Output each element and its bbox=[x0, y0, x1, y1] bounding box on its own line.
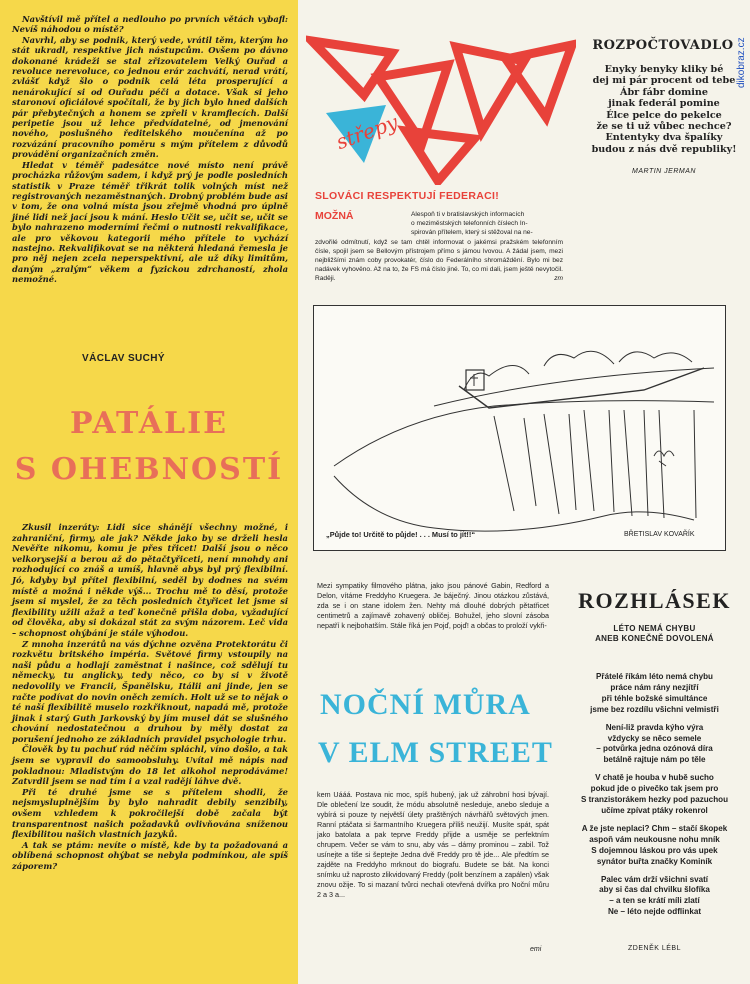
rozpoctovadlo-author: MARTIN JERMAN bbox=[632, 168, 696, 175]
text-line: o meziměstských telefonních číslech In- bbox=[411, 220, 528, 228]
poem-line: dej mi pár procent od tebe bbox=[592, 75, 736, 87]
nocni-author: emi bbox=[530, 946, 542, 953]
paragraph: Člověk by tu pachuť rád něčím spláchl, víno došlo, a tak jsem se vypravil do samoobsluhy. Uvítal mě nápis nad pokladnou: Mladistvým do 18 let alkohol neprodáváme! Zatvrdil jsem se nad tím i a vzal radějí láhve dvě. bbox=[12, 744, 288, 787]
paragraph: Zkusil inzeráty: Lidi sice shánějí všechny možné, i zahraniční, firmy, ale jak? Někde jako by se drželi hesla Nevěřte nikomu, komu je přes třicet! Další jsou o něco velkorysejší a berou až do pětačtyřiceti, není mnohdy ani rozhodující co znáš a umíš, hlavně abys byl prý flexibilní. Jó, kdyby byl přítel flexibilní, seděl by dodnes na svém místě a možná i někde výš... Trochu mě to děsí, protože jsem si myslel, že za těch posledních čtyřicet let jsme si flexibility užili ažaž a teď konečně přišla doba, vyžadující od člověka, aby si dokázal stát za svým názorem. Leč vida – schopnost ohýbání je stále výhodou. bbox=[12, 522, 288, 638]
subtitle-line: LÉTO NEMÁ CHYBU bbox=[613, 624, 696, 633]
strepy-subhead: MOŽNÁ bbox=[315, 210, 354, 222]
strepy-logo bbox=[306, 35, 576, 185]
nocni-title-line2: V ELM STREET bbox=[318, 736, 553, 769]
poem-line: budou z nás dvě republiky! bbox=[591, 143, 737, 155]
poem-line: betálně rajtuje nám po těle bbox=[603, 755, 706, 765]
cartoon-author: BŘETISLAV KOVAŘÍK bbox=[624, 531, 695, 538]
paragraph: Při té druhé jsme se s přítelem shodli, že nejsmysluplnějším by bylo nahradit debily senzibily, ovšem vzhledem k pokročilejší době začala být transparentnost našich požadavků ovlivňována sníženou flexibilitou našich vlastních jazyků. bbox=[12, 786, 288, 840]
poem-line: pokud jde o pivečko tak jsem pro bbox=[590, 784, 719, 794]
rozpoctovadlo-title: ROZPOČTOVADLO bbox=[592, 38, 734, 53]
paragraph: Navrhl, aby se podnik, který vede, vrátil těm, kterým ho stát ukradl, respektive jich nástupcům. Ovšem po dávno dokonané krádeži se stal zřizovatelem Velký Ouřad a revoluce nerevoluce, co jednou erár zachvátí, nerad vrátí, zvlášť když šlo o podnik celá léta prosperující a nenárokující si od Ouřadu péči a dotace. Však si jeho staronoví oficiálové spočítali, že by jich bylo hned dalších pár přebytečných a honem se zpřeli v kramflecích. Další peripetie jsou už lehce předvídatelné, od jmenování nového, poslušného ředitelského moučenína až po rozvázání pracovního poměru s mým přítelem z důvodů provádění organizačních změn. bbox=[12, 34, 288, 160]
poem-line: jinak federál pomine bbox=[608, 98, 720, 110]
cartoon-caption: „Půjde to! Určitě to půjde! . . . Musí to jít!!“ bbox=[326, 530, 476, 539]
site-watermark: dikobraz.cz bbox=[736, 37, 747, 88]
stanza bbox=[567, 672, 742, 716]
stanza bbox=[567, 875, 742, 919]
stanza bbox=[567, 723, 742, 767]
stanza bbox=[567, 824, 742, 868]
stanza bbox=[567, 773, 742, 817]
article-intro bbox=[12, 14, 288, 285]
paragraph: Z mnoha inzerátů na vás dýchne ozvěna Protektorátu či rozkvětu britského impéria. Světové firmy vstoupily na naši půdu a hodlají zaměstnat i našince, což sdělují tu německy, tu anglicky, tedy něco, co by si v životě nedovolily ve Francii, Španělsku, Itálii ani jinde, jen se račte podívat do novin oněch zemích. Holt už se to nějak o té naší flexibilitě muselo rozkřiknout, napadá mě, protože jinak i starý Guth Jarkovský by jím musel dát se slušného chování nedostatečnou a druhou by měly dostat za porušení jednoho ze základních pravidel psychologie trhu. bbox=[12, 638, 288, 744]
poem-line: při téhle božské simultánce bbox=[601, 693, 708, 703]
poem-line: – a ten se krátí míli zlatí bbox=[609, 896, 700, 906]
poem-line: Palec vám drží všichni svatí bbox=[600, 874, 709, 884]
cartoon-drawing bbox=[314, 306, 725, 550]
article-body bbox=[12, 522, 288, 872]
poem-line: učíme zpívat ptáky rokenrol bbox=[601, 805, 708, 815]
subtitle-line: ANEB KONEČNĚ DOVOLENÁ bbox=[595, 634, 714, 643]
nocni-text-bottom: kem Uááá. Postava nic moc, spíš hubený, jak už záhrobní hosi bývají. Dle oblečení lze soudit, že módu absolutně nesleduje, anebo sleduje a vybírá si pouze ty největší úlety praštěných návrhářů světových jmen. Ranní ptáčata si šarmantního Kruegera příliš neužijí. Musíte spát, spát jako batolata a pak teprve Freddy přijde a usměje se perfektním chrupem. Večer se vám to snu, aby vás – dámy prominou – zabil. Tož usínejte a tiše si šeptejte Jedna dvě Freddy pro tě jde... Ale předtím se zajděte na Freddyho mrknout do biografu. Budete se bát. Na konci snímku už naprosto zlikvidovaný Freddy (polit benzínem a zapálen) však znovu ožije. To si mazaní tvůrci nechali otevřená dvířka pro Noční můru 2 a 3 a... bbox=[317, 790, 549, 899]
poem-line: že se ti už vůbec nechce? bbox=[596, 121, 732, 133]
byline: VÁCLAV SUCHÝ bbox=[82, 353, 165, 364]
nocni-text-top: Mezi sympatiky filmového plátna, jako jsou pánové Gabin, Redford a Delon, vítáme Freddyho Kruegera. Je báječný. Jinou otázkou zůstává, zda se i on stane idolem žen. Nehty má dlouhé dobrých pětatřicet centimetrů a zajímavě zohavený obličej. Bohužel, jeho slovní zásoba nepatří k nejbohatším. Stále říká jen Pojď, pojď! a občas to proloží vykři- bbox=[317, 581, 549, 630]
poem-line: Přátelé říkám léto nemá chybu bbox=[596, 672, 713, 681]
strepy-logo-text: střepy bbox=[332, 109, 401, 155]
poem-line: S tranzistorákem hezky pod pazuchou bbox=[580, 795, 729, 805]
poem-line: Ne – léto nejde odflinkat bbox=[607, 907, 702, 917]
poem-line: – potvůrka jedna ozónová díra bbox=[596, 744, 713, 754]
poem-line: Élce pelce do pekelce bbox=[606, 109, 722, 121]
cartoon-frame bbox=[313, 305, 726, 551]
article-title-line2: S OHEBNOSTÍ bbox=[14, 452, 284, 487]
rozhlasek-author: ZDENĚK LÉBL bbox=[628, 945, 681, 952]
rozhlasek-subtitle bbox=[567, 624, 742, 644]
poem-line: Ententyky dva špalíky bbox=[605, 132, 723, 144]
text-line: spirován přítelem, který si stěžoval na ne- bbox=[411, 229, 533, 237]
poem-line: synátor buřta značky Kominík bbox=[596, 856, 713, 866]
left-column bbox=[0, 0, 298, 984]
paragraph: Hledat v téměř padesátce nové místo není právě procházka růžovým sadem, i když prý je podle posledních statistik v Praze téměř třikrát tolik volných míst než registrovaných nezaměstnaných. Drobný problém bude asi v tom, že ona volná místa jsou zřejmě vhodná pro úplně jiné lidi než jací jsou k mání. Heslo Učit se, učit se, učit se bylo nahrazeno moderními řečmi o nutnosti rekvalifikace, ale pro věkovou kategorii mého přítele to vychází nastejno. Rekvalifikovat se na některá hledaná řemesla je pro něj nejen zcela neperspektivní, ale už díky limitům, daným „zralým“ věkem a fyzickou zdrchaností, zhola nemožné. bbox=[12, 159, 288, 285]
poem-line: práce nám rány nezjítří bbox=[610, 682, 699, 692]
nocni-title-line1: NOČNÍ MŮRA bbox=[320, 688, 531, 721]
strepy-text bbox=[315, 210, 563, 284]
paragraph: A tak se ptám: nevíte o místě, kde by ta požadovaná a oblíbená schopnost ohýbat se nebyla podmínkou, ale spíš záporem? bbox=[12, 839, 288, 871]
rozhlasek-title: ROZHLÁSEK bbox=[578, 588, 731, 613]
poem-line: Ábr fábr domine bbox=[620, 86, 708, 98]
poem-line: V chatě je houba v hubě sucho bbox=[595, 773, 714, 783]
rozhlasek-poem bbox=[567, 672, 742, 925]
poem-line: aspoň vám neukousne nohu mník bbox=[589, 834, 720, 844]
poem-line: jsme bez rozdílu všichni velmistři bbox=[590, 704, 719, 714]
signature: zm bbox=[554, 275, 563, 283]
poem-line: S dojemnou láskou pro vás upek bbox=[591, 845, 718, 855]
poem-line: vždycky se něco semele bbox=[607, 733, 702, 743]
strepy-headline: SLOVÁCI RESPEKTUJÍ FEDERACI! bbox=[315, 190, 500, 202]
poem-line: A že jste neplaci? Chm – stačí škopek bbox=[581, 823, 728, 833]
poem-line: Enyky benyky kliky bé bbox=[604, 64, 724, 75]
article-title-line1: PATÁLIE bbox=[70, 406, 228, 441]
poem-line: aby si čas dal chvilku šlofíka bbox=[599, 885, 710, 895]
poem-line: Není-liž pravda kýho výra bbox=[605, 722, 704, 732]
text-line: Alespoň ti v bratislavských informacích bbox=[411, 211, 525, 218]
paragraph: Navštívil mě přítel a nedlouho po prvních větách vybafl: Nevíš náhodou o místě? bbox=[12, 14, 288, 35]
text-rest: zdvořilé odmítnutí, když se tam chtěl informovat o jakémsi pražském telefonním čísle, spojil jsem se Bellovým přístrojem přímo s jámou lvovou. A žádal jsem, mezi nejbližšími znám coby provokatér, číslo do Federálního shromáždění. Bylo mi bez nadávek vyhověno. Až na to, že FS má číslo jiné. To, co mi dali, jsem ještě nevytočil. Raději. bbox=[315, 238, 563, 283]
rozpoctovadlo-poem bbox=[580, 64, 748, 155]
